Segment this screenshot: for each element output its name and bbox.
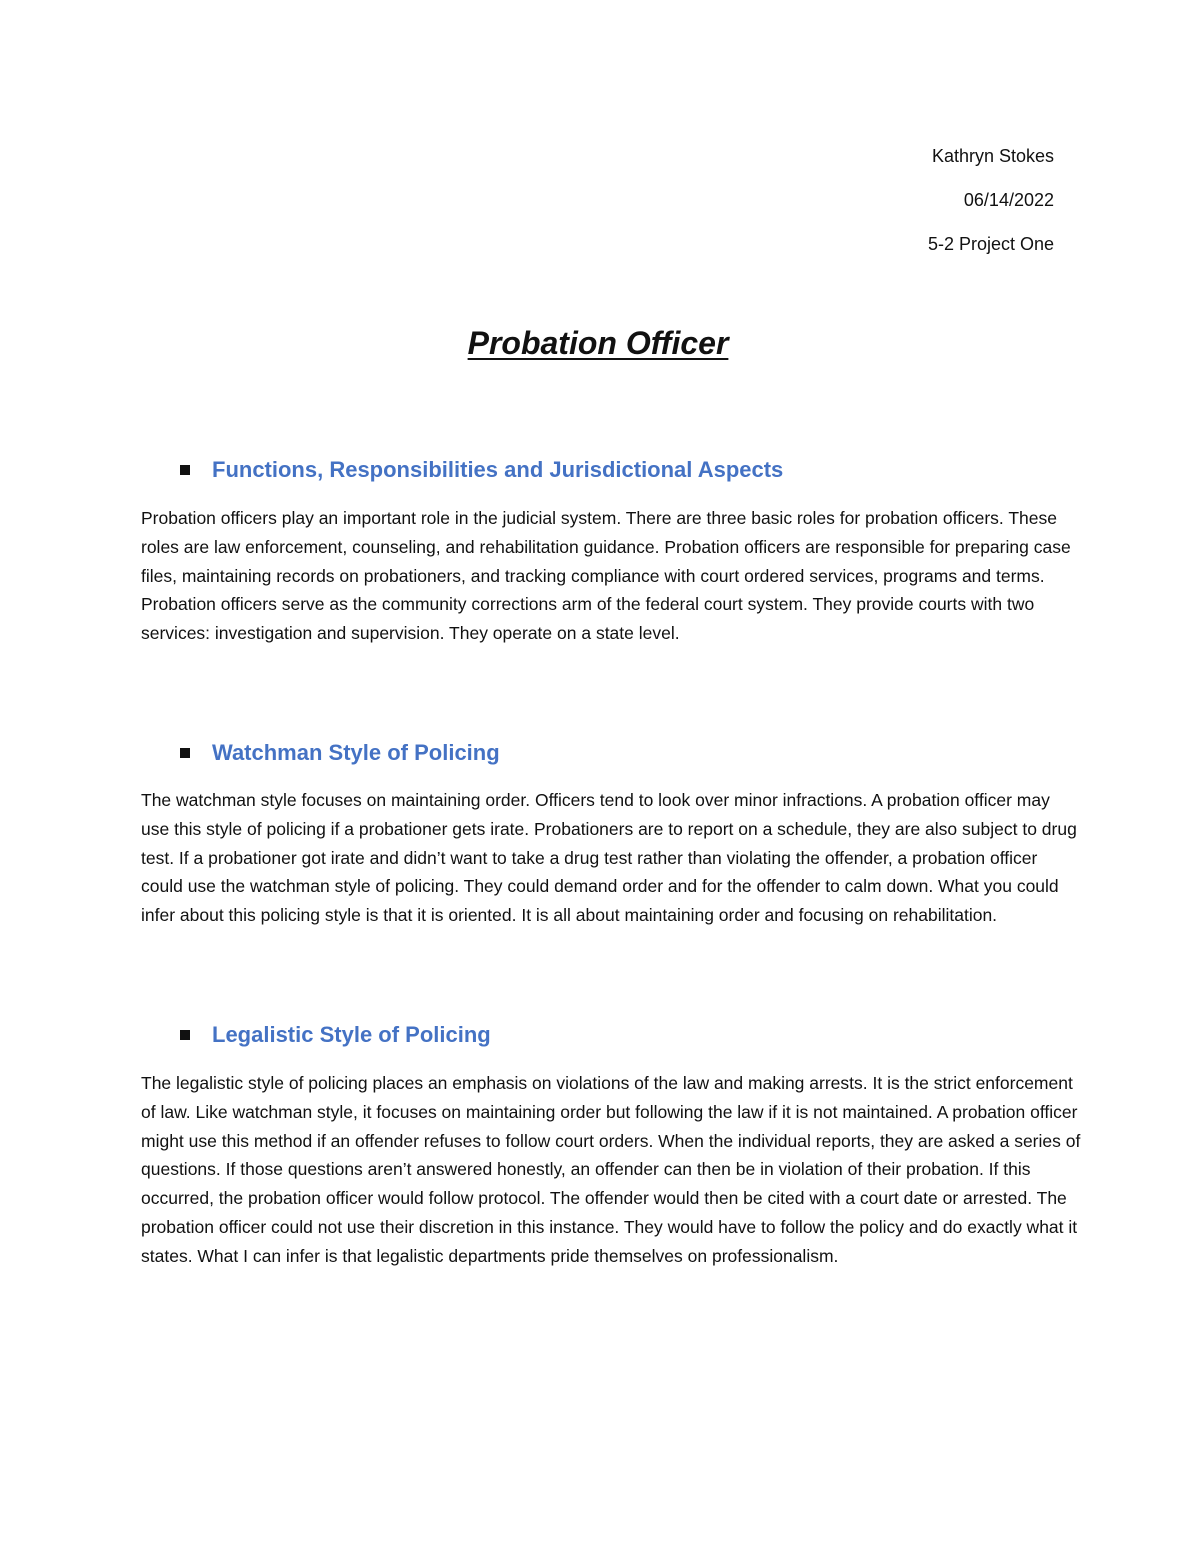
- author-name: Kathryn Stokes: [931, 146, 1054, 166]
- square-bullet-icon: [180, 465, 190, 475]
- assignment-label: 5-2 Project One: [927, 234, 1054, 254]
- section-paragraph-watchman: The watchman style focuses on maintaining order. Officers tend to look over minor infractions. A probation officer may use this style of policing if a probationer gets irate. Probationers are to report on a schedule, they are also subject to drug test. If a probationer got irate and didn’t want to take a drug test rather than violating the offender, a probation officer could use the watchman style of policing. They could demand order and for the offender to calm down. What you could infer about this policing style is that it is oriented. It is all about maintaining order and focusing on rehabilitation.: [141, 790, 1077, 926]
- section-heading-watchman: [180, 738, 500, 768]
- section-paragraph-legalistic: The legalistic style of policing places an emphasis on violations of the law and making arrests. It is the strict enforcement of law. Like watchman style, it focuses on maintaining order but following the law if it is not maintained. A probation officer might use this method if an offender refuses to follow court orders. When the individual reports, they are asked a series of questions. If those questions aren’t answered honestly, an offender can then be in violation of their probation. If this occurred, the probation officer would follow protocol. The offender would then be cited with a court date or arrested. The probation officer could not use their discretion in this instance. They would have to follow the policy and do exactly what it states. What I can infer is that legalistic departments pride themselves on professionalism.: [141, 1073, 1081, 1266]
- square-bullet-icon: [180, 748, 190, 758]
- document-date: 06/14/2022: [963, 190, 1054, 210]
- section-heading-functions: [180, 455, 783, 485]
- section-heading-text: Functions, Responsibilities and Jurisdictional Aspects: [212, 457, 784, 482]
- document-title: Probation Officer: [467, 325, 729, 361]
- section-heading-text: Watchman Style of Policing: [212, 740, 500, 765]
- section-heading-text: Legalistic Style of Policing: [212, 1022, 491, 1047]
- square-bullet-icon: [180, 1030, 190, 1040]
- section-paragraph-functions: Probation officers play an important role in the judicial system. There are three basic roles for probation officers. These roles are law enforcement, counseling, and rehabilitation guidance. Probation officers are responsible for preparing case files, maintaining records on probationers, and tracking compliance with court ordered services, programs and terms. Probation officers serve as the community corrections arm of the federal court system. They provide courts with two services: investigation and supervision. They operate on a state level.: [141, 508, 1071, 644]
- section-heading-legalistic: [180, 1020, 491, 1050]
